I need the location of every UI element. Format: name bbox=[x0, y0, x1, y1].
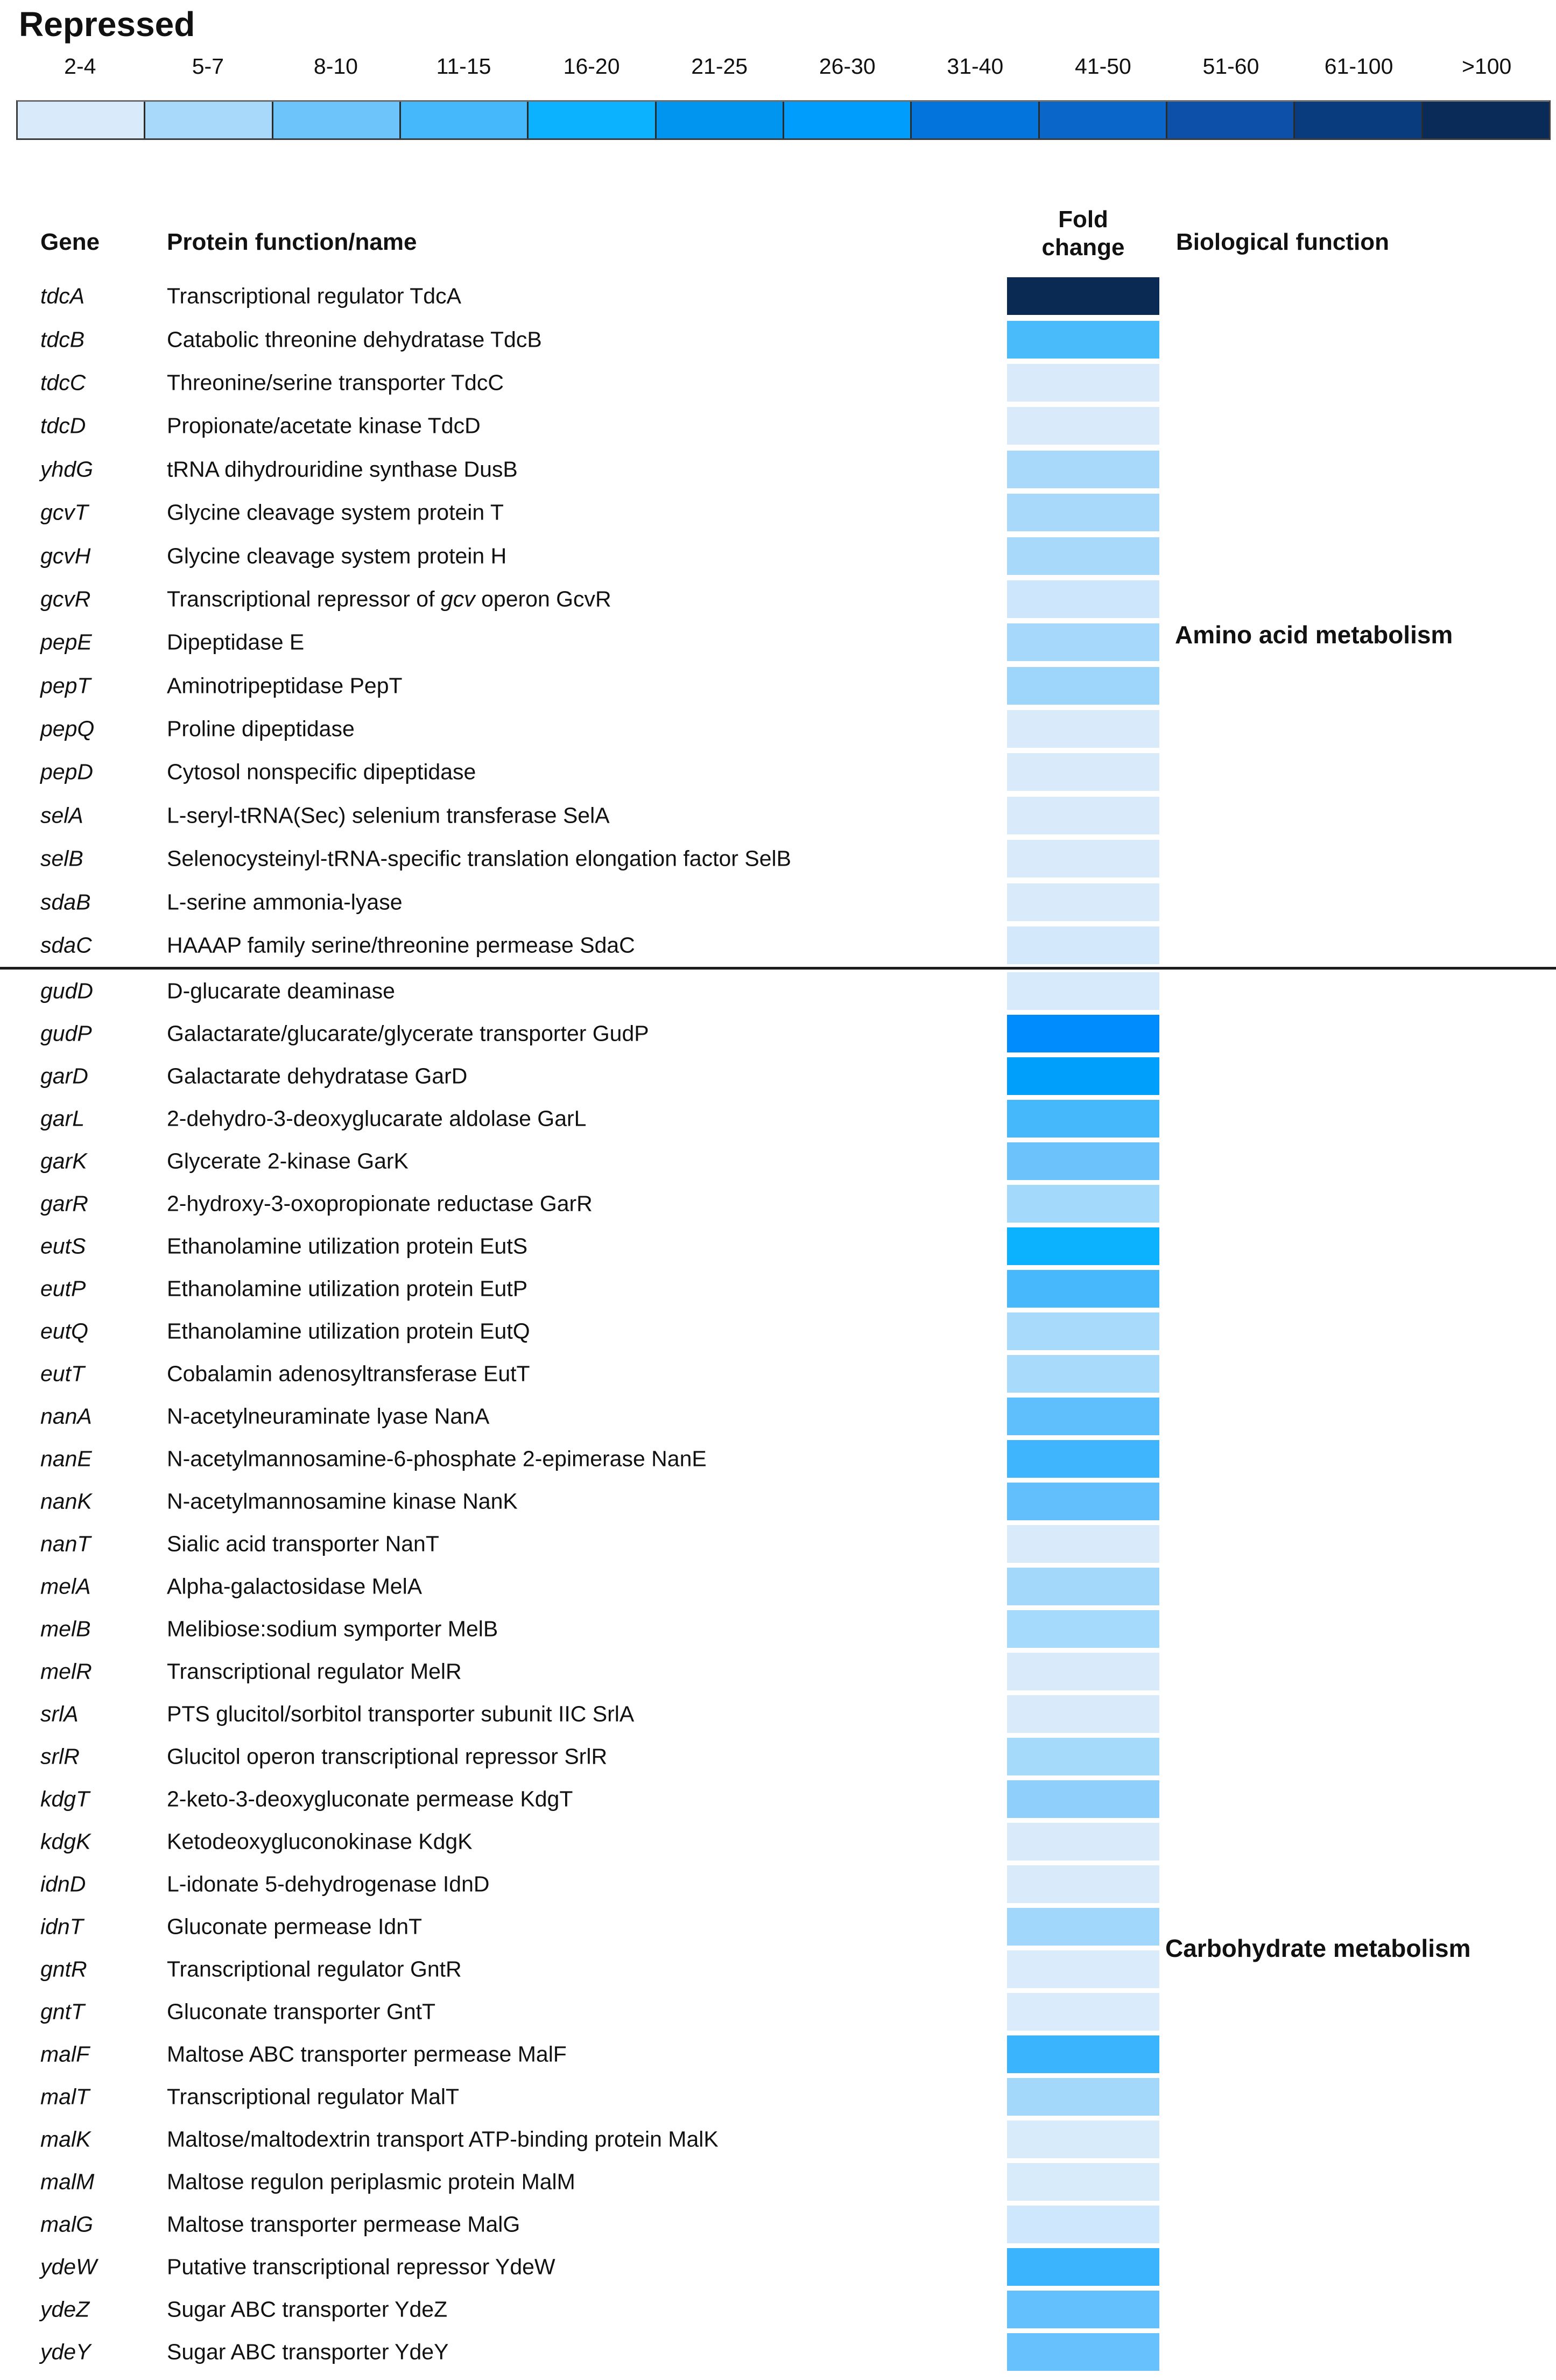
group-label-amino-acid-metabolism: Amino acid metabolism bbox=[1175, 621, 1453, 649]
gene-row-ydeW bbox=[0, 2245, 1556, 2288]
gene-row-eutQ bbox=[0, 1310, 1556, 1352]
gene-row-tdcC bbox=[0, 361, 1556, 404]
legend-bin-label-2-4: 2-4 bbox=[64, 54, 96, 79]
fold-change-cell bbox=[1007, 1057, 1159, 1095]
gene-name-label: nanE bbox=[40, 1446, 92, 1471]
legend-color-swatch->100 bbox=[1423, 102, 1549, 138]
legend-bin-label-16-20: 16-20 bbox=[563, 54, 620, 79]
gene-row-srlA bbox=[0, 1693, 1556, 1735]
fold-change-cell bbox=[1007, 1312, 1159, 1350]
protein-function-label: N-acetylmannosamine-6-phosphate 2-epimerase NanE bbox=[167, 1446, 707, 1471]
protein-function-label: Sugar ABC transporter YdeY bbox=[167, 2339, 449, 2364]
gene-name-label: kdgT bbox=[40, 1786, 90, 1812]
gene-row-gudD bbox=[0, 970, 1556, 1012]
gene-name-label: malF bbox=[40, 2041, 90, 2067]
gene-row-pepT bbox=[0, 664, 1556, 707]
fold-change-cell bbox=[1007, 1653, 1159, 1690]
protein-function-label: Ketodeoxygluconokinase KdgK bbox=[167, 1829, 473, 1854]
protein-function-label: Transcriptional regulator TdcA bbox=[167, 283, 461, 308]
gene-row-kdgK bbox=[0, 1820, 1556, 1863]
fold-change-cell bbox=[1007, 883, 1159, 921]
protein-function-label: Putative transcriptional repressor YdeW bbox=[167, 2254, 555, 2279]
protein-function-label: tRNA dihydrouridine synthase DusB bbox=[167, 457, 518, 482]
legend-bin-label-26-30: 26-30 bbox=[819, 54, 876, 79]
protein-function-label: D-glucarate deaminase bbox=[167, 978, 395, 1003]
gene-row-tdcD bbox=[0, 404, 1556, 447]
gene-row-srlR bbox=[0, 1735, 1556, 1778]
fold-change-cell bbox=[1007, 2163, 1159, 2201]
protein-function-label: 2-dehydro-3-deoxyglucarate aldolase GarL bbox=[167, 1106, 587, 1131]
fold-change-cell bbox=[1007, 494, 1159, 531]
column-header-fold-change bbox=[1007, 206, 1159, 262]
fold-change-cell bbox=[1007, 2035, 1159, 2073]
gene-row-melB bbox=[0, 1607, 1556, 1650]
gene-name-label: gcvR bbox=[40, 586, 91, 612]
fold-change-cell bbox=[1007, 753, 1159, 791]
column-header-protein-function: Protein function/name bbox=[167, 229, 417, 255]
protein-function-label: Gluconate transporter GntT bbox=[167, 1999, 436, 2024]
gene-name-label: melA bbox=[40, 1574, 91, 1599]
gene-name-label: sdaB bbox=[40, 889, 91, 915]
gene-row-eutT bbox=[0, 1352, 1556, 1395]
fold-change-cell bbox=[1007, 2291, 1159, 2328]
gene-row-garK bbox=[0, 1140, 1556, 1182]
gene-row-ydeZ bbox=[0, 2288, 1556, 2330]
gene-name-label: kdgK bbox=[40, 1829, 91, 1854]
gene-row-kdgT bbox=[0, 1778, 1556, 1820]
gene-row-nanK bbox=[0, 1480, 1556, 1522]
fold-change-cell bbox=[1007, 623, 1159, 661]
fold-change-cell bbox=[1007, 667, 1159, 705]
group-label-carbohydrate-metabolism: Carbohydrate metabolism bbox=[1165, 1934, 1471, 1962]
protein-function-label: L-seryl-tRNA(Sec) selenium transferase SelA bbox=[167, 803, 610, 828]
protein-function-label: Maltose ABC transporter permease MalF bbox=[167, 2041, 567, 2067]
gene-name-label: idnT bbox=[40, 1914, 83, 1939]
fold-change-cell bbox=[1007, 1568, 1159, 1605]
gene-name-label: pepT bbox=[40, 673, 91, 698]
protein-function-label: L-serine ammonia-lyase bbox=[167, 889, 403, 915]
gene-row-eutP bbox=[0, 1267, 1556, 1310]
gene-name-label: garL bbox=[40, 1106, 85, 1131]
fold-change-cell bbox=[1007, 277, 1159, 315]
legend-bin-label-31-40: 31-40 bbox=[947, 54, 1004, 79]
gene-row-melA bbox=[0, 1565, 1556, 1607]
protein-function-label: Glucitol operon transcriptional repressor SrlR bbox=[167, 1744, 608, 1769]
fold-change-cell bbox=[1007, 2206, 1159, 2243]
gene-row-yhdG bbox=[0, 448, 1556, 491]
fold-change-legend-colorbar bbox=[16, 100, 1551, 140]
fold-change-header-line1: Fold bbox=[1058, 206, 1108, 233]
fold-change-cell bbox=[1007, 1483, 1159, 1520]
fold-change-header-line2: change bbox=[1041, 234, 1125, 261]
fold-change-cell bbox=[1007, 1525, 1159, 1563]
gene-row-selB bbox=[0, 837, 1556, 880]
gene-row-tdcB bbox=[0, 318, 1556, 361]
protein-function-label: Glycerate 2-kinase GarK bbox=[167, 1148, 409, 1174]
gene-name-label: gntT bbox=[40, 1999, 85, 2024]
gene-name-label: eutQ bbox=[40, 1318, 88, 1344]
protein-function-label: N-acetylmannosamine kinase NanK bbox=[167, 1489, 518, 1514]
fold-change-cell bbox=[1007, 1015, 1159, 1052]
gene-name-label: melB bbox=[40, 1616, 91, 1641]
gene-row-nanT bbox=[0, 1522, 1556, 1565]
legend-bin-label-21-25: 21-25 bbox=[691, 54, 748, 79]
fold-change-cell bbox=[1007, 1695, 1159, 1733]
gene-row-eutS bbox=[0, 1225, 1556, 1267]
fold-change-cell bbox=[1007, 364, 1159, 402]
protein-function-label: Transcriptional regulator MelR bbox=[167, 1659, 462, 1684]
gene-name-label: nanK bbox=[40, 1489, 92, 1514]
protein-function-label: 2-keto-3-deoxygluconate permease KdgT bbox=[167, 1786, 573, 1812]
legend-color-swatch-2-4 bbox=[18, 102, 145, 138]
fold-change-cell bbox=[1007, 1865, 1159, 1903]
gene-row-idnD bbox=[0, 1863, 1556, 1905]
fold-change-cell bbox=[1007, 2121, 1159, 2158]
fold-change-cell bbox=[1007, 451, 1159, 488]
legend-color-swatch-26-30 bbox=[784, 102, 912, 138]
gene-name-label: gudD bbox=[40, 978, 94, 1003]
gene-name-label: selA bbox=[40, 803, 83, 828]
gene-name-label: srlA bbox=[40, 1701, 79, 1726]
protein-function-label: N-acetylneuraminate lyase NanA bbox=[167, 1403, 490, 1429]
gene-name-label: gcvH bbox=[40, 543, 91, 568]
fold-change-cell bbox=[1007, 1440, 1159, 1478]
fold-change-cell bbox=[1007, 1908, 1159, 1946]
fold-change-cell bbox=[1007, 1738, 1159, 1775]
gene-row-gcvH bbox=[0, 534, 1556, 577]
gene-name-label: selB bbox=[40, 846, 83, 871]
gene-row-malT bbox=[0, 2075, 1556, 2118]
gene-name-label: garD bbox=[40, 1063, 88, 1089]
gene-name-label: sdaC bbox=[40, 932, 92, 958]
fold-change-cell bbox=[1007, 580, 1159, 618]
fold-change-cell bbox=[1007, 1185, 1159, 1223]
legend-color-swatch-11-15 bbox=[401, 102, 529, 138]
fold-change-legend-labels bbox=[16, 54, 1551, 79]
legend-color-swatch-61-100 bbox=[1295, 102, 1423, 138]
gene-name-label: garR bbox=[40, 1191, 88, 1216]
legend-color-swatch-21-25 bbox=[657, 102, 784, 138]
protein-function-label: PTS glucitol/sorbitol transporter subunit IIC SrlA bbox=[167, 1701, 635, 1726]
protein-function-label: Maltose/maltodextrin transport ATP-binding protein MalK bbox=[167, 2126, 719, 2152]
fold-change-cell bbox=[1007, 1100, 1159, 1138]
gene-row-nanE bbox=[0, 1437, 1556, 1480]
fold-change-cell bbox=[1007, 710, 1159, 748]
protein-function-label: Maltose transporter permease MalG bbox=[167, 2211, 520, 2237]
fold-change-cell bbox=[1007, 1270, 1159, 1308]
protein-function-label: HAAAP family serine/threonine permease SdaC bbox=[167, 932, 635, 958]
fold-change-cell bbox=[1007, 1142, 1159, 1180]
gene-name-label: malM bbox=[40, 2169, 95, 2194]
gene-name-label: eutS bbox=[40, 1233, 86, 1259]
protein-function-label: L-idonate 5-dehydrogenase IdnD bbox=[167, 1871, 490, 1897]
gene-name-label: gntR bbox=[40, 1956, 87, 1982]
protein-function-label: Dipeptidase E bbox=[167, 629, 305, 655]
protein-function-label bbox=[167, 586, 611, 612]
figure-title: Repressed bbox=[19, 5, 195, 44]
gene-name-label: melR bbox=[40, 1659, 92, 1684]
protein-function-label: Galactarate dehydratase GarD bbox=[167, 1063, 468, 1089]
gene-row-tdcA bbox=[0, 275, 1556, 318]
legend-color-swatch-16-20 bbox=[529, 102, 656, 138]
column-header-biological-function: Biological function bbox=[1176, 229, 1389, 255]
gene-name-label: malG bbox=[40, 2211, 93, 2237]
gene-name-label: gcvT bbox=[40, 500, 88, 525]
legend-bin-label-5-7: 5-7 bbox=[192, 54, 224, 79]
protein-function-label: Transcriptional regulator MalT bbox=[167, 2084, 460, 2109]
carbohydrate-gene-rows bbox=[0, 970, 1556, 2373]
gene-row-gcvT bbox=[0, 491, 1556, 534]
protein-function-label: Propionate/acetate kinase TdcD bbox=[167, 413, 481, 438]
protein-function-label: 2-hydroxy-3-oxopropionate reductase GarR bbox=[167, 1191, 593, 1216]
gene-name-label: nanT bbox=[40, 1531, 91, 1556]
fold-change-cell bbox=[1007, 1227, 1159, 1265]
gene-name-label: srlR bbox=[40, 1744, 80, 1769]
gene-name-label: pepQ bbox=[40, 716, 95, 741]
gene-row-malK bbox=[0, 2118, 1556, 2160]
legend-bin-label-11-15: 11-15 bbox=[436, 54, 491, 79]
gene-name-label: tdcA bbox=[40, 283, 85, 308]
fold-change-cell bbox=[1007, 1993, 1159, 2031]
legend-bin-label-41-50: 41-50 bbox=[1074, 54, 1131, 79]
fold-change-cell bbox=[1007, 1950, 1159, 1988]
legend-color-swatch-8-10 bbox=[273, 102, 401, 138]
protein-function-label: Aminotripeptidase PepT bbox=[167, 673, 403, 698]
protein-function-label: Glycine cleavage system protein H bbox=[167, 543, 507, 568]
gene-name-label: ydeW bbox=[40, 2254, 97, 2279]
gene-name-label: malK bbox=[40, 2126, 91, 2152]
protein-function-label: Transcriptional regulator GntR bbox=[167, 1956, 462, 1982]
legend-bin-label-8-10: 8-10 bbox=[313, 54, 358, 79]
gene-name-label: eutP bbox=[40, 1276, 86, 1301]
legend-color-swatch-51-60 bbox=[1167, 102, 1295, 138]
gene-row-sdaC bbox=[0, 924, 1556, 967]
gene-name-label: tdcC bbox=[40, 370, 86, 395]
fold-change-cell bbox=[1007, 1823, 1159, 1861]
protein-function-label: Gluconate permease IdnT bbox=[167, 1914, 423, 1939]
gene-row-malM bbox=[0, 2160, 1556, 2203]
gene-name-label: tdcD bbox=[40, 413, 86, 438]
gene-name-label: nanA bbox=[40, 1403, 92, 1429]
gene-row-melR bbox=[0, 1650, 1556, 1693]
gene-row-gcvR bbox=[0, 578, 1556, 621]
fold-change-cell bbox=[1007, 2333, 1159, 2371]
protein-function-label: Cobalamin adenosyltransferase EutT bbox=[167, 1361, 530, 1386]
protein-function-segment: Transcriptional repressor of bbox=[167, 586, 441, 612]
column-header-gene: Gene bbox=[40, 229, 100, 255]
gene-row-pepD bbox=[0, 750, 1556, 794]
protein-function-label: Glycine cleavage system protein T bbox=[167, 500, 504, 525]
protein-function-label: Sugar ABC transporter YdeZ bbox=[167, 2297, 448, 2322]
gene-row-gudP bbox=[0, 1012, 1556, 1055]
protein-function-label: Cytosol nonspecific dipeptidase bbox=[167, 759, 476, 784]
fold-change-cell bbox=[1007, 321, 1159, 359]
gene-row-malG bbox=[0, 2203, 1556, 2245]
protein-function-label: Galactarate/glucarate/glycerate transporter GudP bbox=[167, 1021, 649, 1046]
protein-function-label: Threonine/serine transporter TdcC bbox=[167, 370, 504, 395]
protein-function-label: Proline dipeptidase bbox=[167, 716, 355, 741]
gene-name-label: tdcB bbox=[40, 327, 85, 352]
protein-function-label: Selenocysteinyl-tRNA-specific translation elongation factor SelB bbox=[167, 846, 791, 871]
gene-row-gntT bbox=[0, 1990, 1556, 2033]
protein-function-italic-segment: gcv bbox=[440, 586, 475, 612]
protein-function-segment: operon GcvR bbox=[475, 586, 611, 612]
legend-bin-label-51-60: 51-60 bbox=[1202, 54, 1259, 79]
protein-function-label: Ethanolamine utilization protein EutP bbox=[167, 1276, 528, 1301]
gene-name-label: idnD bbox=[40, 1871, 86, 1897]
gene-name-label: eutT bbox=[40, 1361, 85, 1386]
protein-function-label: Sialic acid transporter NanT bbox=[167, 1531, 439, 1556]
gene-row-ydeY bbox=[0, 2330, 1556, 2373]
protein-function-label: Ethanolamine utilization protein EutQ bbox=[167, 1318, 530, 1344]
legend-color-swatch-5-7 bbox=[145, 102, 273, 138]
gene-name-label: ydeZ bbox=[40, 2297, 90, 2322]
fold-change-cell bbox=[1007, 1355, 1159, 1393]
protein-function-label: Catabolic threonine dehydratase TdcB bbox=[167, 327, 542, 352]
gene-row-garD bbox=[0, 1055, 1556, 1097]
protein-function-label: Alpha-galactosidase MelA bbox=[167, 1574, 423, 1599]
fold-change-cell bbox=[1007, 840, 1159, 877]
legend-bin-label-61-100: 61-100 bbox=[1324, 54, 1393, 79]
fold-change-cell bbox=[1007, 2078, 1159, 2116]
gene-name-label: malT bbox=[40, 2084, 90, 2109]
gene-row-sdaB bbox=[0, 880, 1556, 923]
protein-function-label: Melibiose:sodium symporter MelB bbox=[167, 1616, 498, 1641]
fold-change-cell bbox=[1007, 407, 1159, 445]
gene-row-selA bbox=[0, 794, 1556, 837]
gene-row-garL bbox=[0, 1097, 1556, 1140]
protein-function-label: Ethanolamine utilization protein EutS bbox=[167, 1233, 528, 1259]
fold-change-cell bbox=[1007, 797, 1159, 834]
protein-function-label: Maltose regulon periplasmic protein MalM bbox=[167, 2169, 575, 2194]
legend-color-swatch-31-40 bbox=[912, 102, 1039, 138]
fold-change-cell bbox=[1007, 1610, 1159, 1648]
fold-change-cell bbox=[1007, 1780, 1159, 1818]
gene-name-label: ydeY bbox=[40, 2339, 91, 2364]
fold-change-cell bbox=[1007, 926, 1159, 964]
fold-change-cell bbox=[1007, 1398, 1159, 1435]
gene-row-garR bbox=[0, 1182, 1556, 1225]
gene-name-label: gudP bbox=[40, 1021, 92, 1046]
fold-change-cell bbox=[1007, 972, 1159, 1010]
gene-name-label: yhdG bbox=[40, 457, 93, 482]
gene-row-malF bbox=[0, 2033, 1556, 2075]
gene-row-pepQ bbox=[0, 707, 1556, 750]
gene-name-label: pepD bbox=[40, 759, 94, 784]
fold-change-cell bbox=[1007, 2248, 1159, 2286]
gene-name-label: garK bbox=[40, 1148, 87, 1174]
gene-name-label: pepE bbox=[40, 629, 92, 655]
legend-bin-label->100: >100 bbox=[1461, 54, 1512, 79]
fold-change-cell bbox=[1007, 537, 1159, 575]
gene-row-nanA bbox=[0, 1395, 1556, 1437]
legend-color-swatch-41-50 bbox=[1040, 102, 1167, 138]
